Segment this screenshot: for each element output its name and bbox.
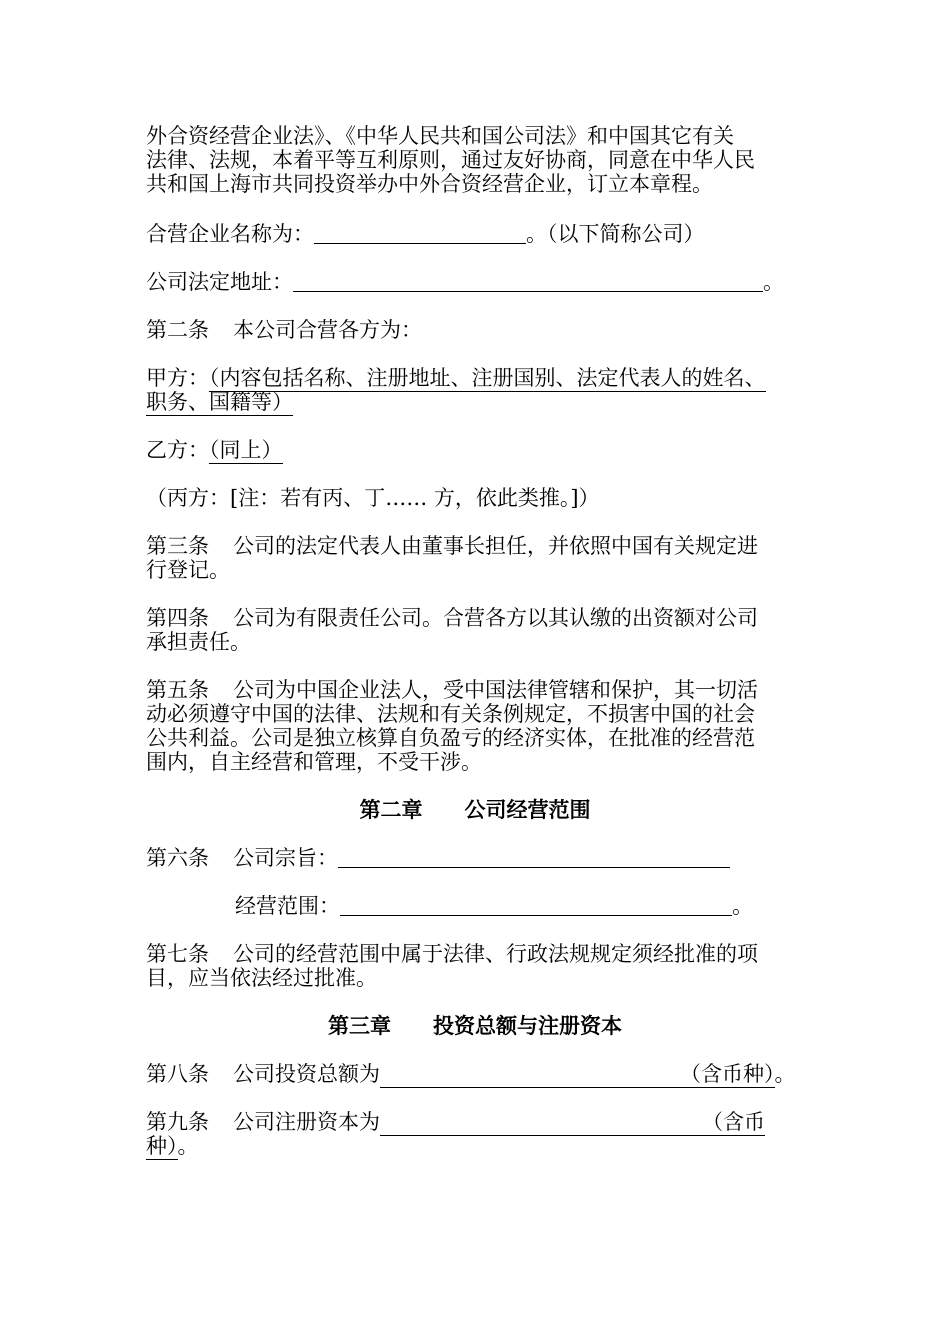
article-5-text-1: 公司为中国企业法人，受中国法律管辖和保护，其一切活: [233, 678, 758, 702]
capital-field[interactable]: [380, 1110, 765, 1136]
capital-currency-1: （含币: [702, 1110, 765, 1134]
article-2-text: 本公司合营各方为：: [233, 318, 422, 342]
article-7-number: 第七条: [146, 942, 209, 966]
company-name-row: [146, 222, 826, 246]
chapter-3-title: 投资总额与注册资本: [433, 1013, 622, 1038]
article-8-row: [146, 1062, 826, 1086]
article-5-line-2: 动必须遵守中国的法律、法规和有关条例规定，不损害中国的社会: [146, 702, 755, 726]
address-suffix: 。: [763, 270, 784, 294]
chapter-2-number: 第二章: [359, 797, 423, 822]
purpose-field[interactable]: [338, 847, 730, 868]
address-row: [146, 270, 826, 294]
article-8-number: 第八条: [146, 1062, 209, 1086]
party-a-label: 甲方：: [146, 366, 209, 390]
intro-line-1: 外合资经营企业法》、《中华人民共和国公司法》和中国其它有关: [146, 124, 734, 148]
party-c-note: （丙方：[注：若有丙、丁…… 方，依此类推。]）: [146, 486, 600, 510]
article-7-line-2: 目，应当依法经过批准。: [146, 966, 377, 990]
company-name-suffix: 。（以下简称公司）: [526, 222, 705, 246]
article-4-text-1: 公司为有限责任公司。合营各方以其认缴的出资额对公司: [233, 606, 758, 630]
article-9-line-1: [146, 1110, 826, 1134]
chapter-3-heading: [0, 1014, 950, 1038]
party-b-content: （同上）: [209, 438, 283, 462]
article-3-line-2: 行登记。: [146, 558, 230, 582]
address-field[interactable]: [293, 271, 763, 292]
intro-line-3: 共和国上海市共同投资举办中外合资经营企业，订立本章程。: [146, 172, 713, 196]
article-5-line-4: 围内，自主经营和管理，不受干涉。: [146, 750, 482, 774]
article-7-line-1: [146, 942, 826, 966]
article-6-scope-row: [235, 894, 915, 918]
scope-field[interactable]: [340, 895, 732, 916]
article-4-line-2: 承担责任。: [146, 630, 251, 654]
article-5-line-3: 公共利益。公司是独立核算自负盈亏的经济实体，在批准的经营范: [146, 726, 755, 750]
scope-suffix: 。: [732, 894, 753, 918]
article-5-number: 第五条: [146, 678, 209, 702]
address-label: 公司法定地址：: [146, 270, 293, 294]
capital-label: 公司注册资本为: [233, 1110, 380, 1134]
scope-label: 经营范围：: [235, 894, 340, 918]
intro-line-2: 法律、法规，本着平等互利原则，通过友好协商，同意在中华人民: [146, 148, 755, 172]
article-7-text-1: 公司的经营范围中属于法律、行政法规规定须经批准的项: [233, 942, 758, 966]
party-a-line-2: [146, 390, 826, 414]
article-9-number: 第九条: [146, 1110, 209, 1134]
chapter-2-title: 公司经营范围: [464, 797, 591, 822]
party-a-content-2: 职务、国籍等）: [146, 390, 293, 414]
investment-label: 公司投资总额为: [233, 1062, 380, 1086]
party-b-label: 乙方：: [146, 438, 209, 462]
article-9-line-2: [146, 1134, 826, 1158]
article-4-number: 第四条: [146, 606, 209, 630]
article-2: [146, 318, 826, 342]
article-3-number: 第三条: [146, 534, 209, 558]
investment-field[interactable]: [380, 1062, 775, 1088]
article-4-line-1: [146, 606, 826, 630]
company-name-label: 合营企业名称为：: [146, 222, 314, 246]
article-6-purpose-row: [146, 846, 826, 870]
capital-suffix: 。: [177, 1134, 199, 1158]
chapter-3-number: 第三章: [328, 1013, 391, 1038]
article-2-number: 第二条: [146, 318, 209, 342]
capital-currency-2: 种）: [146, 1134, 178, 1158]
investment-suffix: 。: [774, 1062, 796, 1086]
article-3-line-1: [146, 534, 826, 558]
article-3-text-1: 公司的法定代表人由董事长担任，并依照中国有关规定进: [233, 534, 758, 558]
purpose-label: 公司宗旨：: [233, 846, 338, 870]
company-name-field[interactable]: [314, 223, 526, 244]
party-a-content-1: （内容包括名称、注册地址、注册国别、法定代表人的姓名、: [209, 366, 766, 390]
chapter-2-heading: [0, 798, 950, 822]
article-6-number: 第六条: [146, 846, 209, 870]
article-5-line-1: [146, 678, 826, 702]
party-b-row: [146, 438, 826, 462]
investment-currency: （含币种）: [680, 1062, 775, 1086]
party-a-line-1: [146, 366, 826, 390]
